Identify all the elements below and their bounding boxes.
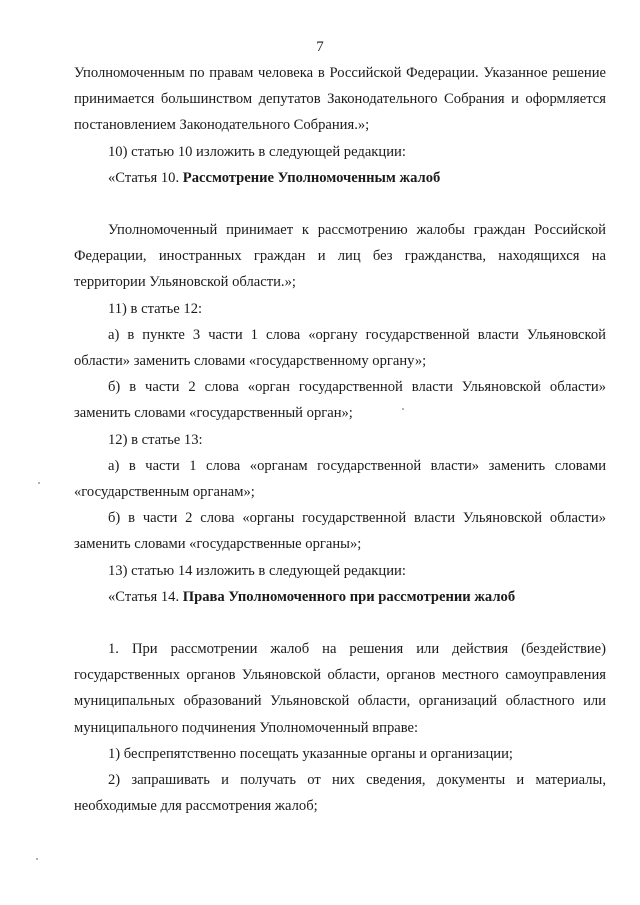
article-number: «Статья 14.	[108, 588, 183, 605]
page-number: 7	[316, 39, 324, 55]
article-title: Рассмотрение Уполномоченным жалоб	[182, 169, 441, 186]
paragraph: 10) статью 10 изложить в следующей редакции:	[108, 143, 406, 160]
paragraph: 13) статью 14 изложить в следующей редакции:	[108, 562, 406, 579]
blank-line	[74, 191, 606, 217]
document-body	[74, 60, 606, 819]
paragraph: Уполномоченный принимает к рассмотрению жалобы граждан Российской Федерации, иностранных граждан и лиц без гражданства, находящихся на территории Ульяновской области.»;	[74, 222, 606, 291]
paragraph: б) в части 2 слова «органы государственной власти Ульяновской области» заменить словами «государственные органы»;	[74, 510, 606, 553]
scan-speck	[36, 858, 38, 860]
scan-speck	[402, 408, 404, 410]
paragraph: а) в части 1 слова «органам государственной власти» заменить словами «государственным органам»;	[74, 457, 606, 501]
paragraph: б) в части 2 слова «орган государственной власти Ульяновской области» заменить словами «государственный орган»;	[74, 379, 606, 422]
scan-speck	[38, 482, 40, 484]
blank-line	[74, 610, 606, 636]
article-title: Права Уполномоченного при рассмотрении жалоб	[182, 588, 516, 605]
paragraph: 1) беспрепятственно посещать указанные органы и организации;	[108, 745, 513, 762]
paragraph: 11) в статье 12:	[108, 300, 203, 317]
paragraph: 2) запрашивать и получать от них сведения, документы и материалы, необходимые для рассмотрения жалоб;	[74, 772, 606, 815]
article-number: «Статья 10.	[108, 169, 183, 186]
paragraph: а) в пункте 3 части 1 слова «органу государственной власти Ульяновской области» заменить словами «государственному органу»;	[74, 326, 606, 370]
article-heading	[74, 165, 606, 191]
article-heading	[74, 584, 606, 610]
paragraph: 1. При рассмотрении жалоб на решения или действия (бездействие) государственных органов Ульяновской области, органов местного самоуправления муниципальных образований Ульяновской области, организаций областного или муниципального подчинения Уполномоченный вправе:	[74, 641, 606, 736]
paragraph: 12) в статье 13:	[108, 431, 203, 448]
paragraph: Уполномоченным по правам человека в Российской Федерации. Указанное решение принимается большинством депутатов Законодательного Собрания и оформляется постановлением Законодательного Собрания.»;	[74, 65, 606, 134]
